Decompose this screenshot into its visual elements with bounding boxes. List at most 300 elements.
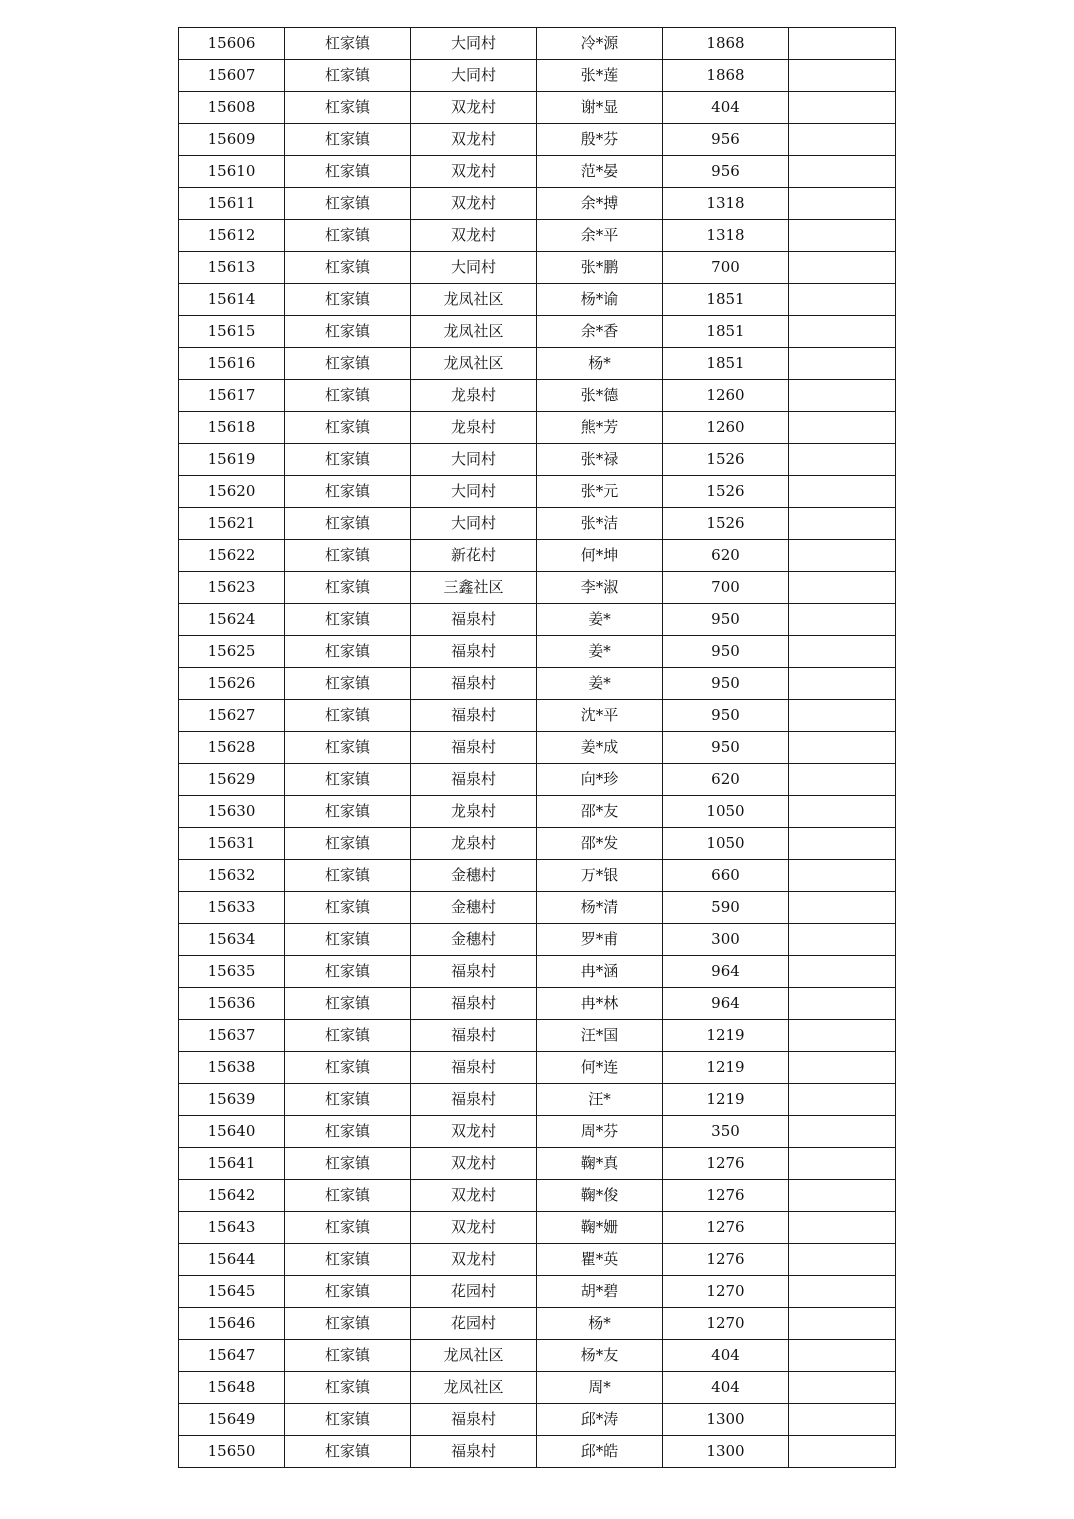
- row-town-cell: 杠家镇: [285, 316, 411, 348]
- row-village-cell: 福泉村: [411, 700, 537, 732]
- row-id-cell: 15628: [179, 732, 285, 764]
- row-amount-cell: 300: [663, 924, 789, 956]
- row-note-cell: [789, 764, 896, 796]
- row-id-cell: 15607: [179, 60, 285, 92]
- row-amount-cell: 1276: [663, 1244, 789, 1276]
- row-id-cell: 15619: [179, 444, 285, 476]
- row-village-cell: 龙凤社区: [411, 1340, 537, 1372]
- row-amount-cell: 1851: [663, 284, 789, 316]
- table-row: [179, 1212, 896, 1244]
- row-name-cell: 张*鹏: [537, 252, 663, 284]
- row-name-cell: 冉*林: [537, 988, 663, 1020]
- table-row: [179, 284, 896, 316]
- row-id-cell: 15615: [179, 316, 285, 348]
- row-id-cell: 15608: [179, 92, 285, 124]
- row-amount-cell: 1868: [663, 28, 789, 60]
- table-row: [179, 220, 896, 252]
- row-name-cell: 罗*甫: [537, 924, 663, 956]
- row-name-cell: 汪*国: [537, 1020, 663, 1052]
- row-town-cell: 杠家镇: [285, 1084, 411, 1116]
- row-amount-cell: 950: [663, 668, 789, 700]
- row-name-cell: 殷*芬: [537, 124, 663, 156]
- row-village-cell: 大同村: [411, 444, 537, 476]
- row-name-cell: 胡*碧: [537, 1276, 663, 1308]
- table-row: [179, 188, 896, 220]
- row-amount-cell: 700: [663, 252, 789, 284]
- row-id-cell: 15614: [179, 284, 285, 316]
- table-row: [179, 732, 896, 764]
- row-id-cell: 15630: [179, 796, 285, 828]
- row-town-cell: 杠家镇: [285, 700, 411, 732]
- row-town-cell: 杠家镇: [285, 636, 411, 668]
- row-name-cell: 姜*: [537, 668, 663, 700]
- row-note-cell: [789, 348, 896, 380]
- row-village-cell: 双龙村: [411, 188, 537, 220]
- row-name-cell: 杨*友: [537, 1340, 663, 1372]
- row-amount-cell: 1276: [663, 1148, 789, 1180]
- row-note-cell: [789, 956, 896, 988]
- row-note-cell: [789, 668, 896, 700]
- row-id-cell: 15632: [179, 860, 285, 892]
- table-row: [179, 828, 896, 860]
- row-town-cell: 杠家镇: [285, 220, 411, 252]
- row-id-cell: 15634: [179, 924, 285, 956]
- row-name-cell: 瞿*英: [537, 1244, 663, 1276]
- row-town-cell: 杠家镇: [285, 188, 411, 220]
- row-town-cell: 杠家镇: [285, 1308, 411, 1340]
- row-town-cell: 杠家镇: [285, 412, 411, 444]
- row-amount-cell: 950: [663, 636, 789, 668]
- row-name-cell: 张*元: [537, 476, 663, 508]
- row-town-cell: 杠家镇: [285, 284, 411, 316]
- row-amount-cell: 1050: [663, 796, 789, 828]
- row-name-cell: 鞠*真: [537, 1148, 663, 1180]
- table-row: [179, 1436, 896, 1468]
- row-amount-cell: 1851: [663, 348, 789, 380]
- row-amount-cell: 1300: [663, 1436, 789, 1468]
- row-village-cell: 大同村: [411, 252, 537, 284]
- row-note-cell: [789, 508, 896, 540]
- row-town-cell: 杠家镇: [285, 1276, 411, 1308]
- row-id-cell: 15650: [179, 1436, 285, 1468]
- table-row: [179, 668, 896, 700]
- row-note-cell: [789, 1244, 896, 1276]
- row-name-cell: 李*淑: [537, 572, 663, 604]
- row-id-cell: 15644: [179, 1244, 285, 1276]
- row-amount-cell: 950: [663, 604, 789, 636]
- row-village-cell: 双龙村: [411, 1116, 537, 1148]
- row-amount-cell: 1526: [663, 444, 789, 476]
- row-id-cell: 15622: [179, 540, 285, 572]
- row-name-cell: 何*连: [537, 1052, 663, 1084]
- table-row: [179, 604, 896, 636]
- row-note-cell: [789, 444, 896, 476]
- row-town-cell: 杠家镇: [285, 1020, 411, 1052]
- roster-table: [178, 27, 896, 1468]
- row-note-cell: [789, 540, 896, 572]
- row-amount-cell: 404: [663, 1340, 789, 1372]
- table-row: [179, 1276, 896, 1308]
- row-note-cell: [789, 732, 896, 764]
- row-village-cell: 龙泉村: [411, 380, 537, 412]
- row-town-cell: 杠家镇: [285, 156, 411, 188]
- row-note-cell: [789, 380, 896, 412]
- row-town-cell: 杠家镇: [285, 860, 411, 892]
- row-name-cell: 熊*芳: [537, 412, 663, 444]
- row-village-cell: 双龙村: [411, 124, 537, 156]
- row-name-cell: 张*莲: [537, 60, 663, 92]
- row-village-cell: 龙凤社区: [411, 316, 537, 348]
- row-name-cell: 张*洁: [537, 508, 663, 540]
- row-village-cell: 福泉村: [411, 636, 537, 668]
- row-name-cell: 周*芬: [537, 1116, 663, 1148]
- row-village-cell: 金穗村: [411, 860, 537, 892]
- row-village-cell: 金穗村: [411, 924, 537, 956]
- row-id-cell: 15649: [179, 1404, 285, 1436]
- row-village-cell: 福泉村: [411, 988, 537, 1020]
- table-row: [179, 1084, 896, 1116]
- row-amount-cell: 1300: [663, 1404, 789, 1436]
- row-name-cell: 杨*谕: [537, 284, 663, 316]
- row-village-cell: 三鑫社区: [411, 572, 537, 604]
- row-id-cell: 15606: [179, 28, 285, 60]
- row-id-cell: 15646: [179, 1308, 285, 1340]
- table-row: [179, 924, 896, 956]
- table-row: [179, 252, 896, 284]
- row-amount-cell: 1270: [663, 1276, 789, 1308]
- row-town-cell: 杠家镇: [285, 988, 411, 1020]
- row-note-cell: [789, 1116, 896, 1148]
- row-note-cell: [789, 1180, 896, 1212]
- row-note-cell: [789, 92, 896, 124]
- row-id-cell: 15621: [179, 508, 285, 540]
- row-amount-cell: 1219: [663, 1052, 789, 1084]
- row-name-cell: 鞠*姗: [537, 1212, 663, 1244]
- table-row: [179, 1052, 896, 1084]
- row-id-cell: 15636: [179, 988, 285, 1020]
- row-village-cell: 福泉村: [411, 732, 537, 764]
- row-note-cell: [789, 284, 896, 316]
- row-town-cell: 杠家镇: [285, 508, 411, 540]
- row-name-cell: 张*禄: [537, 444, 663, 476]
- row-amount-cell: 1050: [663, 828, 789, 860]
- row-town-cell: 杠家镇: [285, 476, 411, 508]
- row-note-cell: [789, 1148, 896, 1180]
- row-village-cell: 金穗村: [411, 892, 537, 924]
- row-town-cell: 杠家镇: [285, 380, 411, 412]
- row-town-cell: 杠家镇: [285, 668, 411, 700]
- row-name-cell: 谢*显: [537, 92, 663, 124]
- row-note-cell: [789, 412, 896, 444]
- row-name-cell: 汪*: [537, 1084, 663, 1116]
- row-id-cell: 15627: [179, 700, 285, 732]
- row-amount-cell: 1526: [663, 476, 789, 508]
- row-id-cell: 15611: [179, 188, 285, 220]
- row-id-cell: 15629: [179, 764, 285, 796]
- row-id-cell: 15637: [179, 1020, 285, 1052]
- row-village-cell: 花园村: [411, 1276, 537, 1308]
- row-village-cell: 双龙村: [411, 1148, 537, 1180]
- row-amount-cell: 1276: [663, 1180, 789, 1212]
- row-amount-cell: 964: [663, 988, 789, 1020]
- row-note-cell: [789, 1436, 896, 1468]
- table-row: [179, 1020, 896, 1052]
- row-amount-cell: 1851: [663, 316, 789, 348]
- row-village-cell: 大同村: [411, 28, 537, 60]
- row-village-cell: 福泉村: [411, 1020, 537, 1052]
- row-town-cell: 杠家镇: [285, 924, 411, 956]
- row-town-cell: 杠家镇: [285, 572, 411, 604]
- row-town-cell: 杠家镇: [285, 732, 411, 764]
- row-village-cell: 龙泉村: [411, 796, 537, 828]
- row-name-cell: 余*平: [537, 220, 663, 252]
- row-name-cell: 杨*清: [537, 892, 663, 924]
- roster-table-body: [179, 28, 896, 1468]
- row-note-cell: [789, 828, 896, 860]
- row-note-cell: [789, 156, 896, 188]
- row-name-cell: 姜*: [537, 636, 663, 668]
- row-id-cell: 15624: [179, 604, 285, 636]
- row-village-cell: 大同村: [411, 476, 537, 508]
- row-town-cell: 杠家镇: [285, 28, 411, 60]
- row-village-cell: 福泉村: [411, 668, 537, 700]
- table-row: [179, 1340, 896, 1372]
- row-town-cell: 杠家镇: [285, 60, 411, 92]
- table-row: [179, 60, 896, 92]
- row-name-cell: 范*晏: [537, 156, 663, 188]
- row-amount-cell: 660: [663, 860, 789, 892]
- row-amount-cell: 956: [663, 124, 789, 156]
- table-row: [179, 764, 896, 796]
- row-note-cell: [789, 636, 896, 668]
- table-row: [179, 1148, 896, 1180]
- row-town-cell: 杠家镇: [285, 1116, 411, 1148]
- row-name-cell: 邱*涛: [537, 1404, 663, 1436]
- table-row: [179, 1404, 896, 1436]
- row-note-cell: [789, 1404, 896, 1436]
- row-id-cell: 15635: [179, 956, 285, 988]
- row-note-cell: [789, 252, 896, 284]
- row-name-cell: 邵*发: [537, 828, 663, 860]
- row-note-cell: [789, 860, 896, 892]
- row-amount-cell: 404: [663, 92, 789, 124]
- row-amount-cell: 1526: [663, 508, 789, 540]
- table-row: [179, 1116, 896, 1148]
- table-row: [179, 508, 896, 540]
- row-id-cell: 15612: [179, 220, 285, 252]
- row-amount-cell: 1260: [663, 412, 789, 444]
- row-amount-cell: 350: [663, 1116, 789, 1148]
- row-town-cell: 杠家镇: [285, 828, 411, 860]
- row-amount-cell: 620: [663, 540, 789, 572]
- row-town-cell: 杠家镇: [285, 1340, 411, 1372]
- row-id-cell: 15617: [179, 380, 285, 412]
- row-town-cell: 杠家镇: [285, 764, 411, 796]
- row-note-cell: [789, 476, 896, 508]
- row-amount-cell: 1318: [663, 188, 789, 220]
- row-name-cell: 向*珍: [537, 764, 663, 796]
- row-village-cell: 福泉村: [411, 604, 537, 636]
- table-row: [179, 348, 896, 380]
- row-amount-cell: 1219: [663, 1020, 789, 1052]
- row-village-cell: 龙泉村: [411, 412, 537, 444]
- row-id-cell: 15648: [179, 1372, 285, 1404]
- row-amount-cell: 1219: [663, 1084, 789, 1116]
- row-id-cell: 15639: [179, 1084, 285, 1116]
- row-town-cell: 杠家镇: [285, 252, 411, 284]
- row-note-cell: [789, 796, 896, 828]
- row-village-cell: 龙泉村: [411, 828, 537, 860]
- row-note-cell: [789, 1084, 896, 1116]
- row-note-cell: [789, 1340, 896, 1372]
- row-amount-cell: 590: [663, 892, 789, 924]
- row-village-cell: 双龙村: [411, 1244, 537, 1276]
- row-note-cell: [789, 220, 896, 252]
- row-name-cell: 冷*源: [537, 28, 663, 60]
- row-amount-cell: 964: [663, 956, 789, 988]
- row-note-cell: [789, 124, 896, 156]
- row-name-cell: 姜*: [537, 604, 663, 636]
- row-id-cell: 15641: [179, 1148, 285, 1180]
- row-village-cell: 大同村: [411, 60, 537, 92]
- table-row: [179, 1308, 896, 1340]
- row-id-cell: 15633: [179, 892, 285, 924]
- table-row: [179, 1180, 896, 1212]
- table-row: [179, 316, 896, 348]
- row-village-cell: 花园村: [411, 1308, 537, 1340]
- row-note-cell: [789, 1308, 896, 1340]
- row-id-cell: 15609: [179, 124, 285, 156]
- row-id-cell: 15626: [179, 668, 285, 700]
- row-amount-cell: 1270: [663, 1308, 789, 1340]
- row-id-cell: 15620: [179, 476, 285, 508]
- table-row: [179, 1244, 896, 1276]
- row-note-cell: [789, 924, 896, 956]
- row-village-cell: 福泉村: [411, 1084, 537, 1116]
- table-row: [179, 1372, 896, 1404]
- row-town-cell: 杠家镇: [285, 444, 411, 476]
- table-row: [179, 860, 896, 892]
- row-note-cell: [789, 1372, 896, 1404]
- row-town-cell: 杠家镇: [285, 1372, 411, 1404]
- row-id-cell: 15645: [179, 1276, 285, 1308]
- row-id-cell: 15616: [179, 348, 285, 380]
- row-town-cell: 杠家镇: [285, 1148, 411, 1180]
- table-row: [179, 412, 896, 444]
- row-id-cell: 15618: [179, 412, 285, 444]
- row-town-cell: 杠家镇: [285, 1212, 411, 1244]
- row-town-cell: 杠家镇: [285, 124, 411, 156]
- table-row: [179, 988, 896, 1020]
- row-village-cell: 双龙村: [411, 1212, 537, 1244]
- row-note-cell: [789, 1052, 896, 1084]
- row-id-cell: 15647: [179, 1340, 285, 1372]
- row-town-cell: 杠家镇: [285, 1180, 411, 1212]
- row-town-cell: 杠家镇: [285, 1052, 411, 1084]
- row-village-cell: 新花村: [411, 540, 537, 572]
- row-village-cell: 龙凤社区: [411, 1372, 537, 1404]
- row-amount-cell: 700: [663, 572, 789, 604]
- row-name-cell: 余*香: [537, 316, 663, 348]
- row-amount-cell: 956: [663, 156, 789, 188]
- row-village-cell: 龙凤社区: [411, 284, 537, 316]
- row-amount-cell: 404: [663, 1372, 789, 1404]
- row-town-cell: 杠家镇: [285, 92, 411, 124]
- row-note-cell: [789, 1276, 896, 1308]
- row-town-cell: 杠家镇: [285, 892, 411, 924]
- row-name-cell: 杨*: [537, 348, 663, 380]
- row-town-cell: 杠家镇: [285, 348, 411, 380]
- row-amount-cell: 1276: [663, 1212, 789, 1244]
- row-town-cell: 杠家镇: [285, 956, 411, 988]
- row-name-cell: 万*银: [537, 860, 663, 892]
- row-village-cell: 双龙村: [411, 220, 537, 252]
- row-village-cell: 双龙村: [411, 1180, 537, 1212]
- table-row: [179, 700, 896, 732]
- row-note-cell: [789, 604, 896, 636]
- row-name-cell: 张*德: [537, 380, 663, 412]
- row-village-cell: 双龙村: [411, 92, 537, 124]
- table-row: [179, 636, 896, 668]
- row-name-cell: 冉*涵: [537, 956, 663, 988]
- row-name-cell: 邱*皓: [537, 1436, 663, 1468]
- row-village-cell: 龙凤社区: [411, 348, 537, 380]
- row-village-cell: 福泉村: [411, 1052, 537, 1084]
- row-id-cell: 15640: [179, 1116, 285, 1148]
- table-row: [179, 572, 896, 604]
- table-row: [179, 956, 896, 988]
- row-town-cell: 杠家镇: [285, 1244, 411, 1276]
- row-village-cell: 福泉村: [411, 1436, 537, 1468]
- row-village-cell: 大同村: [411, 508, 537, 540]
- row-village-cell: 福泉村: [411, 764, 537, 796]
- row-town-cell: 杠家镇: [285, 1404, 411, 1436]
- row-amount-cell: 1318: [663, 220, 789, 252]
- row-amount-cell: 950: [663, 732, 789, 764]
- row-name-cell: 何*坤: [537, 540, 663, 572]
- row-note-cell: [789, 1212, 896, 1244]
- row-note-cell: [789, 316, 896, 348]
- row-town-cell: 杠家镇: [285, 796, 411, 828]
- row-id-cell: 15610: [179, 156, 285, 188]
- table-row: [179, 540, 896, 572]
- row-name-cell: 杨*: [537, 1308, 663, 1340]
- row-amount-cell: 620: [663, 764, 789, 796]
- table-row: [179, 380, 896, 412]
- row-name-cell: 余*搏: [537, 188, 663, 220]
- row-note-cell: [789, 188, 896, 220]
- table-row: [179, 124, 896, 156]
- row-id-cell: 15623: [179, 572, 285, 604]
- row-town-cell: 杠家镇: [285, 540, 411, 572]
- row-name-cell: 邵*友: [537, 796, 663, 828]
- row-village-cell: 福泉村: [411, 956, 537, 988]
- row-id-cell: 15642: [179, 1180, 285, 1212]
- table-row: [179, 476, 896, 508]
- row-id-cell: 15643: [179, 1212, 285, 1244]
- row-village-cell: 双龙村: [411, 156, 537, 188]
- row-name-cell: 鞠*俊: [537, 1180, 663, 1212]
- table-row: [179, 892, 896, 924]
- row-id-cell: 15638: [179, 1052, 285, 1084]
- row-town-cell: 杠家镇: [285, 604, 411, 636]
- row-town-cell: 杠家镇: [285, 1436, 411, 1468]
- table-row: [179, 796, 896, 828]
- row-village-cell: 福泉村: [411, 1404, 537, 1436]
- table-row: [179, 92, 896, 124]
- table-row: [179, 156, 896, 188]
- row-note-cell: [789, 1020, 896, 1052]
